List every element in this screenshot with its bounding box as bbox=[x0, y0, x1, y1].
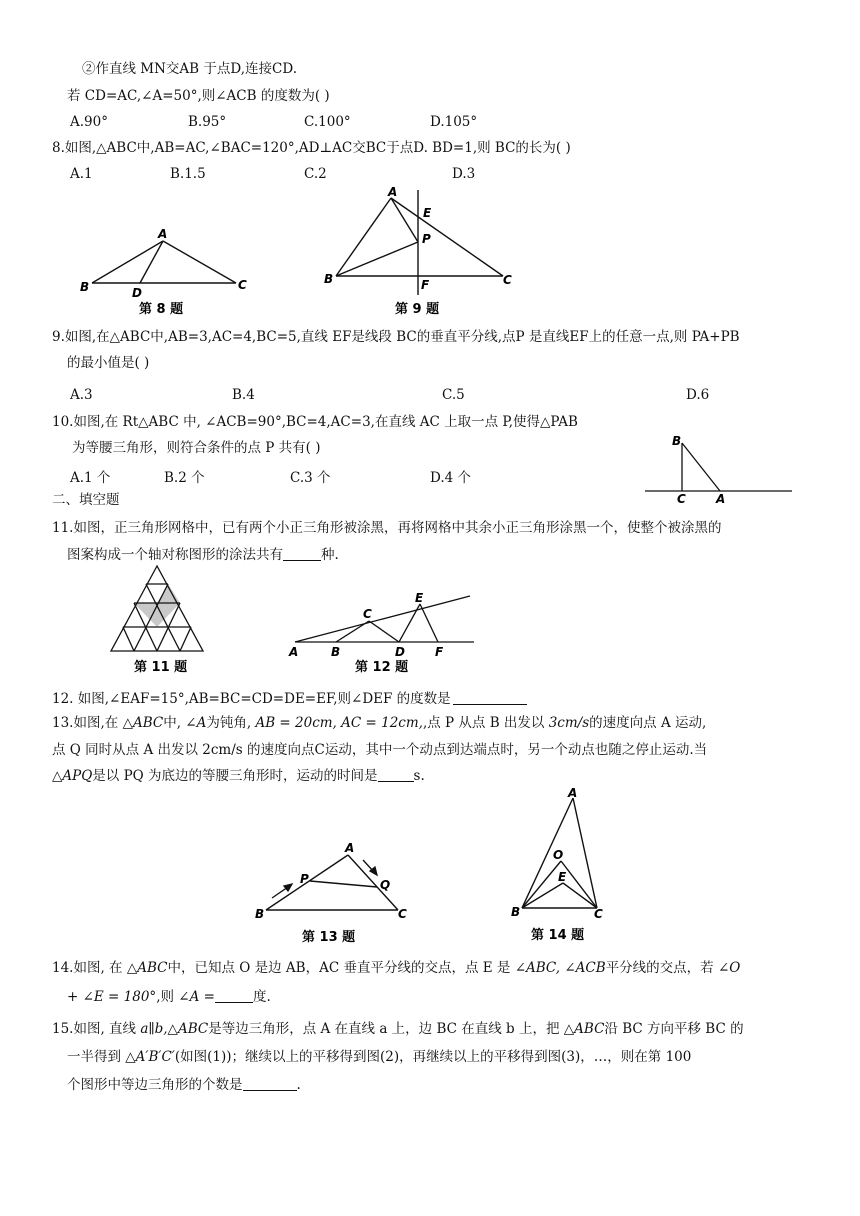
fig12-label-b: B bbox=[331, 645, 341, 659]
q15-line2: 一半得到 △A′B′C′(如图(1))；继续以上的平移得到图(2)，再继续以上的平移得到图(3)，…，则在第 100 bbox=[67, 1049, 692, 1065]
q8-option-b: B.1.5 bbox=[170, 166, 206, 182]
fig12-caption: 第 12 题 bbox=[355, 660, 409, 675]
q9-line1: 9.如图,在△ABC中,AB=3,AC=4,BC=5,直线 EF是线段 BC的垂直平分线,点P 是直线EF上的任意一点,则 PA+PB bbox=[52, 329, 740, 345]
q11-line2: 图案构成一个轴对称图形的涂法共有 种. bbox=[67, 547, 339, 563]
q8-stem: 8.如图,△ABC中,AB=AC,∠BAC=120°,AD⊥AC交BC于点D. BD=1,则 BC的长为( ) bbox=[52, 140, 571, 156]
fig14-caption: 第 14 题 bbox=[531, 928, 585, 943]
q9-option-b: B.4 bbox=[232, 387, 255, 403]
fig8-label-d: D bbox=[132, 286, 142, 300]
fig10-label-b: B bbox=[672, 434, 682, 448]
q7-option-c: C.100° bbox=[304, 114, 351, 130]
fig9-label-e: E bbox=[423, 206, 432, 220]
q13-line1: 13.如图,在 △ABC中, ∠A为钝角, AB = 20cm, AC = 12cm,,点 P 从点 B 出发以 3cm/s的速度向点 A 运动, bbox=[52, 715, 707, 731]
fig12-label-a: A bbox=[289, 645, 299, 659]
fig13-label-b: B bbox=[255, 907, 265, 921]
fig8-label-b: B bbox=[80, 280, 90, 294]
q13-line3: △APQ是以 PQ 为底边的等腰三角形时，运动的时间是 s. bbox=[52, 768, 425, 784]
q11-line1: 11.如图，正三角形网格中，已有两个小正三角形被涂黑，再将网格中其余小正三角形涂黑一个，使整个被涂黑的 bbox=[52, 520, 722, 536]
fig13-caption: 第 13 题 bbox=[302, 930, 356, 945]
fig14-label-a: A bbox=[568, 786, 578, 800]
fig12-label-c: C bbox=[363, 607, 372, 621]
fig12-label-e: E bbox=[415, 591, 424, 605]
fig8-caption: 第 8 题 bbox=[139, 302, 184, 317]
section-fill-in-title: 二、填空题 bbox=[52, 492, 120, 508]
q14-answer-blank[interactable] bbox=[215, 988, 253, 1003]
q8-option-d: D.3 bbox=[452, 166, 476, 182]
fig13-label-p: P bbox=[300, 872, 309, 886]
fig10-label-a: A bbox=[716, 492, 726, 506]
q10-option-a: A.1 个 bbox=[70, 470, 111, 486]
q10-line2: 为等腰三角形，则符合条件的点 P 共有( ) bbox=[72, 440, 321, 456]
q7-stem: 若 CD=AC,∠A=50°,则∠ACB 的度数为( ) bbox=[67, 88, 330, 104]
q10-option-c: C.3 个 bbox=[290, 470, 331, 486]
fig14-label-e: E bbox=[558, 870, 567, 884]
fig9-caption: 第 9 题 bbox=[395, 302, 440, 317]
q8-option-c: C.2 bbox=[304, 166, 327, 182]
q14-line2: + ∠E = 180°,则 ∠A = 度. bbox=[67, 989, 271, 1005]
fig10-label-c: C bbox=[677, 492, 686, 506]
q9-option-d: D.6 bbox=[686, 387, 710, 403]
q7-option-b: B.95° bbox=[188, 114, 227, 130]
q15-line3: 个图形中等边三角形的个数是 . bbox=[67, 1077, 301, 1093]
fig13-label-a: A bbox=[345, 841, 355, 855]
fig14-label-c: C bbox=[594, 907, 603, 921]
q14-line1: 14.如图, 在 △ABC中，已知点 O 是边 AB，AC 垂直平分线的交点，点 E 是 ∠ABC, ∠ACB平分线的交点，若 ∠O bbox=[52, 960, 741, 976]
fig9-label-f: F bbox=[421, 278, 430, 292]
q10-option-d: D.4 个 bbox=[430, 470, 472, 486]
q10-option-b: B.2 个 bbox=[164, 470, 205, 486]
fig9-label-b: B bbox=[324, 272, 334, 286]
q7-option-d: D.105° bbox=[430, 114, 478, 130]
q10-line1: 10.如图,在 Rt△ABC 中, ∠ACB=90°,BC=4,AC=3,在直线 AC 上取一点 P,使得△PAB bbox=[52, 414, 578, 430]
fig8-label-c: C bbox=[238, 278, 247, 292]
q9-line2: 的最小值是( ) bbox=[67, 355, 150, 371]
fig14-label-o: O bbox=[553, 848, 564, 862]
fig13-label-q: Q bbox=[380, 878, 391, 892]
fig9-label-p: P bbox=[422, 232, 431, 246]
fig12-label-f: F bbox=[435, 645, 444, 659]
fig13-label-c: C bbox=[398, 907, 407, 921]
q9-option-c: C.5 bbox=[442, 387, 465, 403]
fig11-caption: 第 11 题 bbox=[134, 660, 188, 675]
q9-option-a: A.3 bbox=[70, 387, 93, 403]
fig9-label-c: C bbox=[503, 273, 512, 287]
fig9-label-a: A bbox=[388, 185, 398, 199]
fig14-label-b: B bbox=[511, 905, 521, 919]
q8-option-a: A.1 bbox=[70, 166, 93, 182]
q15-line1: 15.如图, 直线 a∥b,△ABC是等边三角形，点 A 在直线 a 上，边 BC 在直线 b 上，把 △ABC沿 BC 方向平移 BC 的 bbox=[52, 1021, 744, 1037]
fig12-label-d: D bbox=[395, 645, 405, 659]
q7-step2: ②作直线 MN交AB 于点D,连接CD. bbox=[82, 61, 297, 77]
q13-line2: 点 Q 同时从点 A 出发以 2cm/s 的速度向点C运动，其中一个动点到达端点时，另一个动点也随之停止运动.当 bbox=[52, 742, 708, 758]
q12-stem: 12. 如图,∠EAF=15°,AB=BC=CD=DE=EF,则∠DEF 的度数是 bbox=[52, 690, 527, 708]
q15-answer-blank[interactable] bbox=[243, 1076, 297, 1091]
q7-option-a: A.90° bbox=[70, 114, 108, 130]
fig8-label-a: A bbox=[158, 227, 168, 241]
